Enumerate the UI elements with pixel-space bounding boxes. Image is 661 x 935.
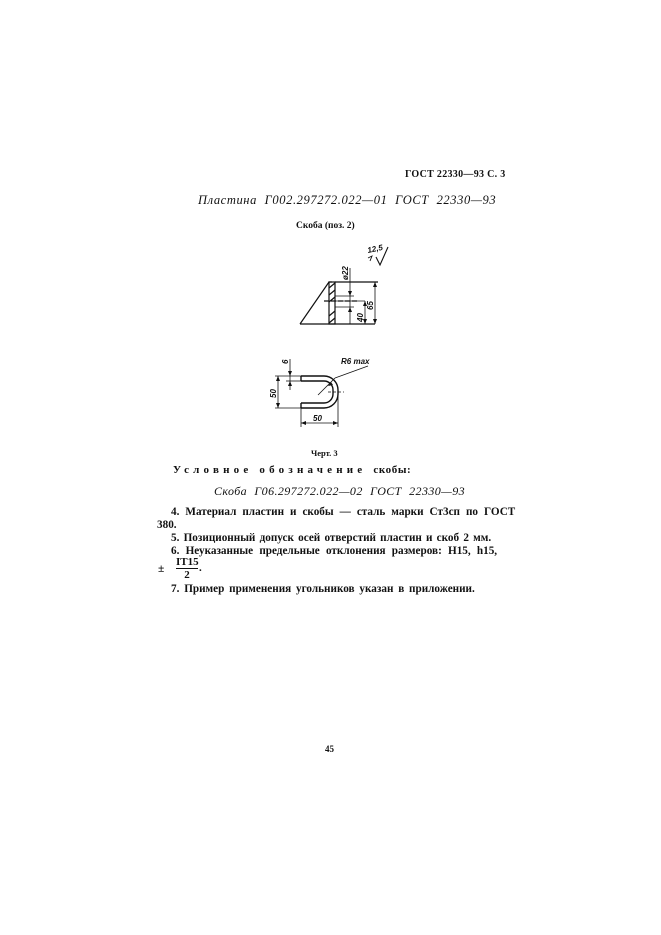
note-6-plus-minus: ± [158, 563, 165, 575]
note-4-line-2: 380. [157, 519, 177, 531]
designation-label [173, 464, 411, 476]
note-4-line-1: 4. Материал пластин и скобы — сталь марки Ст3сп по ГОСТ [171, 506, 516, 518]
drawing-plate [280, 240, 410, 335]
dim-inner: 40 [356, 313, 365, 322]
dim-height: 50 [269, 389, 278, 398]
dim-thickness: 6 [281, 359, 290, 364]
designation-code: Скоба Г06.297272.022—02 ГОСТ 22330—93 [214, 484, 466, 498]
designation-label-spaced: Условное обозначение [173, 464, 367, 476]
note-7: 7. Пример применения угольников указан в приложении. [171, 583, 475, 595]
note-6-fraction [176, 556, 198, 581]
note-6-end: . [199, 562, 202, 574]
drawing-bracket [260, 345, 380, 435]
roughness-value: 12,5 [366, 242, 384, 255]
designation-label-rest: скобы: [373, 464, 412, 476]
running-head: ГОСТ 22330—93 С. 3 [405, 169, 506, 180]
note-5: 5. Позиционный допуск осей отверстий пластин и скоб 2 мм. [171, 532, 492, 544]
dim-outer: 65 [366, 301, 375, 310]
dim-hole: ø22 [341, 266, 350, 280]
note-6: 6. Неуказанные предельные отклонения размеров: H15, h15, [171, 545, 498, 557]
section-subtitle: Скоба (поз. 2) [296, 221, 355, 231]
fraction-numerator: IT15 [176, 556, 199, 568]
page-number: 45 [325, 744, 334, 754]
dim-width: 50 [313, 414, 322, 423]
figure-caption: Черт. 3 [311, 448, 338, 458]
fraction-denominator: 2 [184, 569, 190, 581]
page-title: Пластина Г002.297272.022—01 ГОСТ 22330—93 [198, 193, 497, 207]
dim-radius: R6 max [341, 357, 370, 366]
